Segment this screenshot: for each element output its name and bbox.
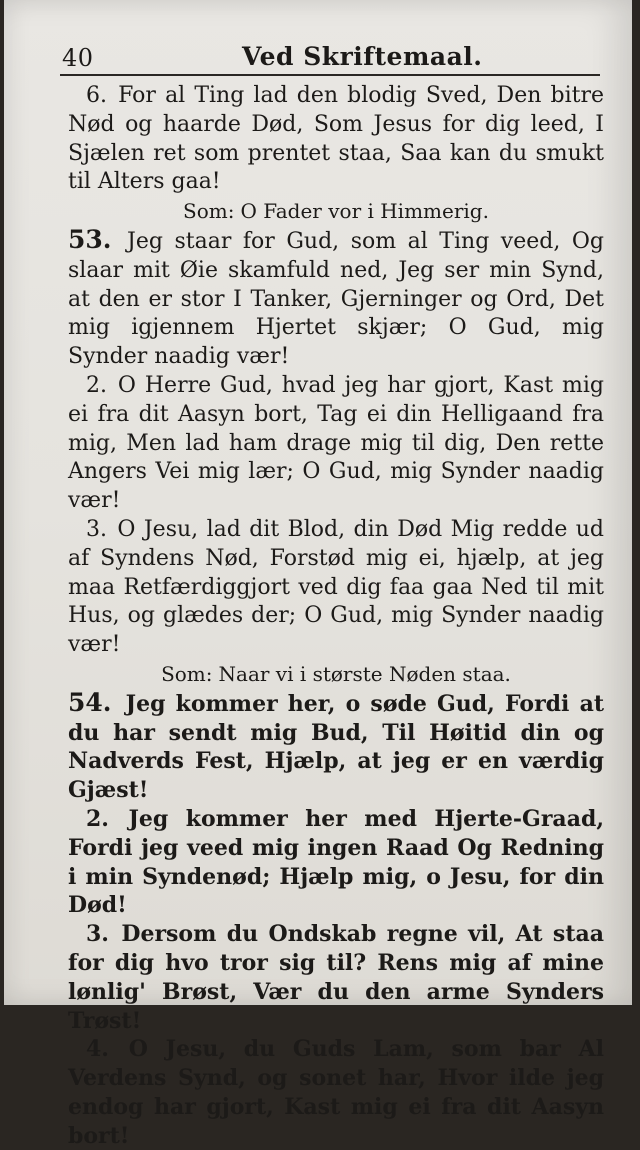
melody-tune: O Fader vor i Himmerig.	[240, 199, 489, 224]
hymn-53-verse-2	[68, 372, 604, 516]
hymn-53	[68, 226, 604, 372]
verse-text: Jeg kommer her med Hjerte-Graad, Fordi jeg veed mig ingen Raad Og Redning i min Syndenød; Hjælp mig, o Jesu, for din Død!	[68, 805, 604, 919]
verse-number: 6.	[86, 83, 107, 108]
hymn-54-verse-3	[68, 920, 604, 1035]
verse-6	[68, 82, 604, 197]
melody-tune: Naar vi i største Nøden staa.	[218, 661, 511, 686]
page-header	[60, 42, 600, 76]
verse-number: 3.	[86, 921, 109, 948]
hymn-54-verse-4	[68, 1035, 604, 1150]
verse-number: 4.	[86, 1036, 109, 1063]
melody-line	[68, 197, 604, 226]
running-title: Ved Skriftemaal.	[242, 42, 483, 71]
book-page	[4, 0, 632, 1149]
melody-label: Som:	[183, 199, 235, 224]
verse-text: O Herre Gud, hvad jeg har gjort, Kast mig ei fra dit Aasyn bort, Tag ei din Helligaand fra mig, Men lad ham drage mig til dig, Den rette Angers Vei mig lær; O Gud, mig Synder naadig vær!	[68, 372, 604, 514]
verse-number: 3.	[86, 516, 107, 542]
verse-text: Jeg kommer her, o søde Gud, Fordi at du har sendt mig Bud, Til Høitid din og Nadverds Fest, Hjælp, at jeg er en værdig Gjæst!	[68, 690, 604, 804]
hymn-number: 53.	[68, 224, 112, 254]
page-number: 40	[62, 44, 94, 72]
hymn-53-verse-3	[68, 516, 604, 660]
verse-text: For al Ting lad den blodig Sved, Den bitre Nød og haarde Død, Som Jesus for dig leed, I Sjælen ret som prentet staa, Saa kan du smukt til Alters gaa!	[68, 83, 604, 195]
hymn-text	[68, 82, 604, 1150]
hymn-number: 54.	[68, 687, 112, 717]
verse-text: Jeg staar for Gud, som al Ting veed, Og slaar mit Øie skamfuld ned, Jeg ser min Synd, at den er stor I Tanker, Gjerninger og Ord, Det mig igjennem Hjertet skjær; O Gud, mig Synder naadig vær!	[68, 228, 604, 370]
verse-text: O Jesu, du Guds Lam, som bar Al Verdens Synd, og sonet har, Hvor ilde jeg endog har gjort, Kast mig ei fra dit Aasyn bort!	[68, 1036, 604, 1149]
verse-text: O Jesu, lad dit Blod, din Død Mig redde ud af Syndens Nød, Forstød mig ei, hjælp, at jeg maa Retfærdiggjort ved dig faa gaa Ned til mit Hus, og glædes der; O Gud, mig Synder naadig vær!	[68, 516, 605, 658]
melody-label: Som:	[161, 661, 213, 686]
hymn-54-verse-2	[68, 805, 604, 920]
melody-line	[68, 660, 604, 689]
verse-number: 2.	[86, 372, 107, 398]
verse-text: Dersom du Ondskab regne vil, At staa for dig hvo tror sig til? Rens mig af mine lønlig' Brøst, Vær du den arme Synders Trøst!	[68, 921, 604, 1034]
verse-number: 2.	[86, 805, 109, 832]
hymn-54	[68, 689, 604, 805]
